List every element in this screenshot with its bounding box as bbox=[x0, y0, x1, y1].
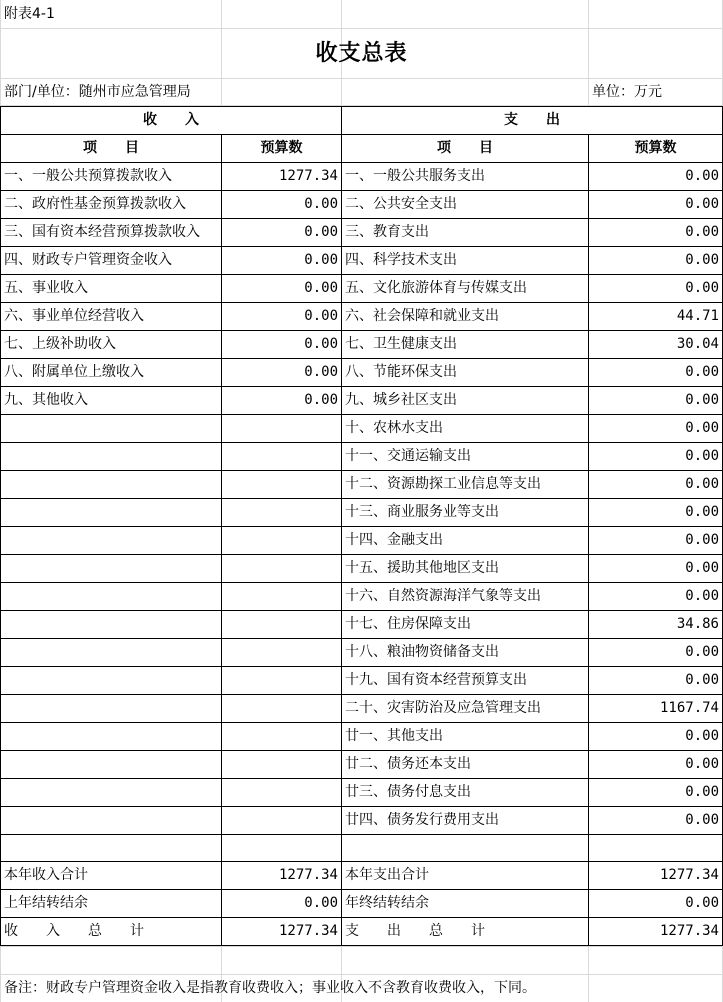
expense-item-cell[interactable] bbox=[342, 835, 589, 862]
income-budget-cell[interactable] bbox=[222, 751, 342, 779]
expense-budget-cell[interactable]: 44.71 bbox=[589, 303, 723, 331]
expense-budget-cell[interactable]: 0.00 bbox=[589, 387, 723, 415]
income-budget-cell[interactable] bbox=[222, 611, 342, 639]
income-item-cell[interactable]: 收 入 总 计 bbox=[1, 918, 222, 946]
table-row bbox=[1, 191, 723, 219]
expense-item-cell[interactable]: 二、公共安全支出 bbox=[342, 191, 589, 219]
total-row bbox=[1, 862, 723, 890]
expense-item-cell[interactable]: 本年支出合计 bbox=[342, 862, 589, 890]
income-item-cell[interactable] bbox=[1, 555, 222, 583]
table-row bbox=[1, 471, 723, 499]
expense-budget-cell[interactable]: 0.00 bbox=[589, 219, 723, 247]
income-item-cell[interactable] bbox=[1, 695, 222, 723]
table-row bbox=[1, 415, 723, 443]
income-item-cell[interactable]: 二、政府性基金预算拨款收入 bbox=[1, 191, 222, 219]
income-item-cell[interactable]: 三、国有资本经营预算拨款收入 bbox=[1, 219, 222, 247]
department-label: 部门/单位：随州市应急管理局 bbox=[4, 84, 191, 100]
expense-item-cell[interactable]: 十七、住房保障支出 bbox=[342, 611, 589, 639]
expense-item-cell[interactable]: 十一、交通运输支出 bbox=[342, 443, 589, 471]
income-budget-cell[interactable] bbox=[222, 695, 342, 723]
table-row bbox=[1, 751, 723, 779]
income-budget-cell[interactable] bbox=[222, 807, 342, 835]
page-title: 收支总表 bbox=[315, 41, 408, 66]
table-row bbox=[1, 303, 723, 331]
income-item-cell[interactable] bbox=[1, 807, 222, 835]
income-budget-cell[interactable]: 1277.34 bbox=[222, 918, 342, 946]
expense-budget-cell[interactable]: 0.00 bbox=[589, 163, 723, 191]
income-item-cell[interactable]: 九、其他收入 bbox=[1, 387, 222, 415]
income-budget-cell[interactable]: 0.00 bbox=[222, 303, 342, 331]
footnote: 备注：财政专户管理资金收入是指教育收费收入；事业收入不含教育收费收入，下同。 bbox=[4, 980, 536, 996]
income-item-cell[interactable]: 本年收入合计 bbox=[1, 862, 222, 890]
expense-budget-cell[interactable]: 0.00 bbox=[589, 471, 723, 499]
expense-item-cell[interactable]: 十四、金融支出 bbox=[342, 527, 589, 555]
expense-budget-cell[interactable]: 0.00 bbox=[589, 890, 723, 918]
income-budget-cell[interactable]: 0.00 bbox=[222, 275, 342, 303]
expense-item-cell[interactable]: 七、卫生健康支出 bbox=[342, 331, 589, 359]
table-row bbox=[1, 667, 723, 695]
expense-item-cell[interactable]: 八、节能环保支出 bbox=[342, 359, 589, 387]
expense-section-header[interactable]: 支 出 bbox=[342, 107, 723, 135]
expense-item-cell[interactable]: 廿二、债务还本支出 bbox=[342, 751, 589, 779]
expense-item-cell[interactable]: 廿四、债务发行费用支出 bbox=[342, 807, 589, 835]
total-row bbox=[1, 890, 723, 918]
income-budget-cell[interactable] bbox=[222, 583, 342, 611]
income-budget-cell[interactable]: 1277.34 bbox=[222, 163, 342, 191]
expense-budget-cell[interactable]: 0.00 bbox=[589, 443, 723, 471]
table-row bbox=[1, 695, 723, 723]
income-budget-cell[interactable] bbox=[222, 835, 342, 862]
income-item-cell[interactable] bbox=[1, 751, 222, 779]
income-item-cell[interactable] bbox=[1, 471, 222, 499]
expense-budget-cell[interactable]: 0.00 bbox=[589, 527, 723, 555]
income-item-cell[interactable] bbox=[1, 723, 222, 751]
income-budget-cell[interactable]: 1277.34 bbox=[222, 862, 342, 890]
expense-budget-cell[interactable]: 30.04 bbox=[589, 331, 723, 359]
expense-item-cell[interactable]: 十二、资源勘探工业信息等支出 bbox=[342, 471, 589, 499]
expense-budget-cell[interactable]: 0.00 bbox=[589, 807, 723, 835]
expense-item-cell[interactable]: 十三、商业服务业等支出 bbox=[342, 499, 589, 527]
income-budget-cell[interactable] bbox=[222, 499, 342, 527]
table-row bbox=[1, 443, 723, 471]
expense-item-header[interactable]: 项 目 bbox=[342, 135, 589, 163]
expense-item-cell[interactable]: 十六、自然资源海洋气象等支出 bbox=[342, 583, 589, 611]
income-budget-cell[interactable]: 0.00 bbox=[222, 359, 342, 387]
expense-budget-cell[interactable]: 0.00 bbox=[589, 499, 723, 527]
expense-item-cell[interactable]: 十八、粮油物资储备支出 bbox=[342, 639, 589, 667]
income-item-cell[interactable] bbox=[1, 835, 222, 862]
table-row bbox=[1, 583, 723, 611]
expense-item-cell[interactable]: 廿一、其他支出 bbox=[342, 723, 589, 751]
income-section-header[interactable]: 收 入 bbox=[1, 107, 342, 135]
table-row bbox=[1, 527, 723, 555]
expense-item-cell[interactable]: 廿三、债务付息支出 bbox=[342, 779, 589, 807]
income-item-cell[interactable] bbox=[1, 583, 222, 611]
table-row bbox=[1, 779, 723, 807]
expense-item-cell[interactable]: 四、科学技术支出 bbox=[342, 247, 589, 275]
unit-label: 单位：万元 bbox=[592, 84, 662, 100]
table-row bbox=[1, 331, 723, 359]
table-row bbox=[1, 639, 723, 667]
expense-budget-header[interactable]: 预算数 bbox=[589, 135, 723, 163]
expense-item-cell[interactable]: 六、社会保障和就业支出 bbox=[342, 303, 589, 331]
table-row bbox=[1, 359, 723, 387]
table-row bbox=[1, 387, 723, 415]
income-budget-cell[interactable] bbox=[222, 639, 342, 667]
expense-budget-cell[interactable]: 0.00 bbox=[589, 723, 723, 751]
income-budget-cell[interactable] bbox=[222, 415, 342, 443]
income-item-cell[interactable] bbox=[1, 527, 222, 555]
expense-item-cell[interactable]: 十九、国有资本经营预算支出 bbox=[342, 667, 589, 695]
expense-item-cell[interactable]: 年终结转结余 bbox=[342, 890, 589, 918]
expense-item-cell[interactable]: 十五、援助其他地区支出 bbox=[342, 555, 589, 583]
expense-item-cell[interactable]: 九、城乡社区支出 bbox=[342, 387, 589, 415]
income-budget-cell[interactable]: 0.00 bbox=[222, 191, 342, 219]
expense-item-cell[interactable]: 一、一般公共服务支出 bbox=[342, 163, 589, 191]
income-budget-header[interactable]: 预算数 bbox=[222, 135, 342, 163]
expense-budget-cell[interactable]: 0.00 bbox=[589, 359, 723, 387]
income-item-cell[interactable]: 八、附属单位上缴收入 bbox=[1, 359, 222, 387]
table-row bbox=[1, 723, 723, 751]
income-budget-cell[interactable]: 0.00 bbox=[222, 219, 342, 247]
table-row bbox=[1, 163, 723, 191]
expense-item-cell[interactable]: 十、农林水支出 bbox=[342, 415, 589, 443]
expense-budget-cell[interactable]: 0.00 bbox=[589, 779, 723, 807]
income-item-cell[interactable] bbox=[1, 611, 222, 639]
expense-budget-cell[interactable] bbox=[589, 835, 723, 862]
income-expense-table bbox=[0, 106, 723, 946]
income-budget-cell[interactable] bbox=[222, 723, 342, 751]
income-item-cell[interactable] bbox=[1, 667, 222, 695]
table-section-header-row bbox=[1, 107, 723, 135]
income-item-cell[interactable] bbox=[1, 443, 222, 471]
table-row bbox=[1, 807, 723, 835]
income-item-cell[interactable]: 上年结转结余 bbox=[1, 890, 222, 918]
income-budget-cell[interactable]: 0.00 bbox=[222, 387, 342, 415]
expense-item-cell[interactable]: 二十、灾害防治及应急管理支出 bbox=[342, 695, 589, 723]
income-budget-cell[interactable]: 0.00 bbox=[222, 331, 342, 359]
expense-item-cell[interactable]: 三、教育支出 bbox=[342, 219, 589, 247]
income-budget-cell[interactable]: 0.00 bbox=[222, 247, 342, 275]
table-row bbox=[1, 555, 723, 583]
income-item-cell[interactable]: 一、一般公共预算拨款收入 bbox=[1, 163, 222, 191]
income-budget-cell[interactable] bbox=[222, 555, 342, 583]
income-item-cell[interactable]: 六、事业单位经营收入 bbox=[1, 303, 222, 331]
income-item-cell[interactable] bbox=[1, 499, 222, 527]
expense-budget-cell[interactable]: 1277.34 bbox=[589, 918, 723, 946]
expense-budget-cell[interactable]: 1167.74 bbox=[589, 695, 723, 723]
table-row bbox=[1, 835, 723, 862]
total-row bbox=[1, 918, 723, 946]
expense-item-cell[interactable]: 支 出 总 计 bbox=[342, 918, 589, 946]
annex-label: 附表4-1 bbox=[4, 6, 55, 22]
income-item-cell[interactable] bbox=[1, 779, 222, 807]
expense-budget-cell[interactable]: 0.00 bbox=[589, 275, 723, 303]
table-row bbox=[1, 219, 723, 247]
expense-budget-cell[interactable]: 0.00 bbox=[589, 639, 723, 667]
income-budget-cell[interactable] bbox=[222, 443, 342, 471]
income-item-header[interactable]: 项 目 bbox=[1, 135, 222, 163]
income-budget-cell[interactable] bbox=[222, 779, 342, 807]
table-column-header-row bbox=[1, 135, 723, 163]
income-budget-cell[interactable] bbox=[222, 527, 342, 555]
expense-budget-cell[interactable]: 0.00 bbox=[589, 751, 723, 779]
income-item-cell[interactable]: 七、上级补助收入 bbox=[1, 331, 222, 359]
income-item-cell[interactable] bbox=[1, 415, 222, 443]
expense-budget-cell[interactable]: 0.00 bbox=[589, 415, 723, 443]
income-budget-cell[interactable]: 0.00 bbox=[222, 890, 342, 918]
expense-budget-cell[interactable]: 0.00 bbox=[589, 583, 723, 611]
expense-budget-cell[interactable]: 1277.34 bbox=[589, 862, 723, 890]
income-budget-cell[interactable] bbox=[222, 471, 342, 499]
table-row bbox=[1, 499, 723, 527]
expense-budget-cell[interactable]: 0.00 bbox=[589, 555, 723, 583]
expense-budget-cell[interactable]: 0.00 bbox=[589, 191, 723, 219]
expense-budget-cell[interactable]: 0.00 bbox=[589, 667, 723, 695]
expense-budget-cell[interactable]: 34.86 bbox=[589, 611, 723, 639]
income-item-cell[interactable]: 四、财政专户管理资金收入 bbox=[1, 247, 222, 275]
expense-budget-cell[interactable]: 0.00 bbox=[589, 247, 723, 275]
table-row bbox=[1, 275, 723, 303]
table-row bbox=[1, 611, 723, 639]
income-budget-cell[interactable] bbox=[222, 667, 342, 695]
table-row bbox=[1, 247, 723, 275]
income-item-cell[interactable]: 五、事业收入 bbox=[1, 275, 222, 303]
expense-item-cell[interactable]: 五、文化旅游体育与传媒支出 bbox=[342, 275, 589, 303]
income-item-cell[interactable] bbox=[1, 639, 222, 667]
